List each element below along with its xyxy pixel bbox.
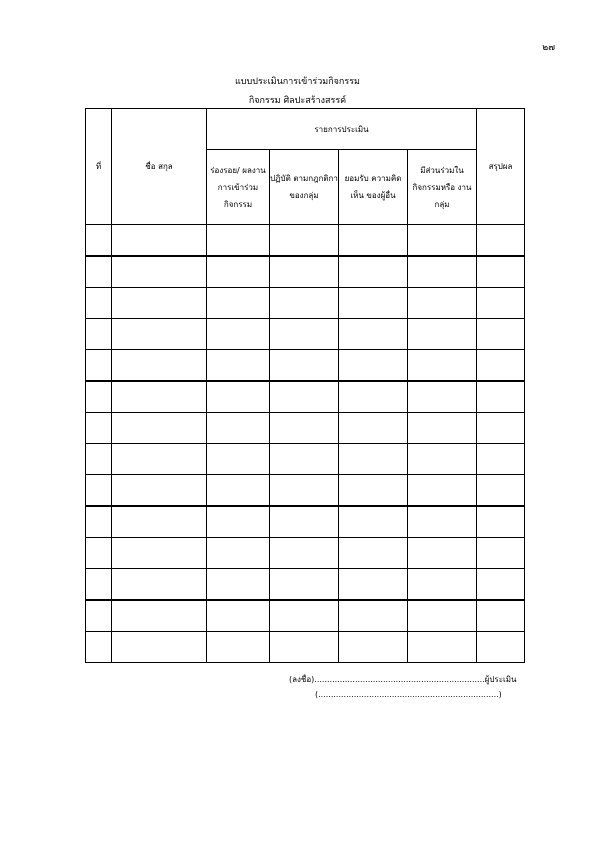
table-cell[interactable] bbox=[86, 256, 112, 288]
table-cell[interactable] bbox=[86, 475, 112, 507]
table-cell[interactable] bbox=[408, 632, 477, 663]
table-cell[interactable] bbox=[477, 444, 525, 475]
table-cell[interactable] bbox=[339, 319, 408, 350]
table-cell[interactable] bbox=[207, 350, 270, 382]
table-cell[interactable] bbox=[112, 538, 207, 569]
table-row bbox=[86, 444, 525, 475]
table-cell[interactable] bbox=[86, 288, 112, 319]
form-title: แบบประเมินการเข้าร่วมกิจกรรม bbox=[235, 77, 360, 87]
table-cell[interactable] bbox=[339, 350, 408, 382]
header-criterion-participation: มีส่วนร่วมใน กิจกรรมหรือ งานกลุ่ม bbox=[408, 150, 477, 225]
table-cell[interactable] bbox=[86, 350, 112, 382]
table-cell[interactable] bbox=[86, 319, 112, 350]
table-cell[interactable] bbox=[207, 475, 270, 507]
table-cell[interactable] bbox=[477, 288, 525, 319]
table-cell[interactable] bbox=[477, 632, 525, 663]
table-cell[interactable] bbox=[207, 632, 270, 663]
header-number: ที่ bbox=[86, 109, 112, 225]
table-cell[interactable] bbox=[339, 538, 408, 569]
table-cell[interactable] bbox=[477, 538, 525, 569]
table-cell[interactable] bbox=[112, 444, 207, 475]
table-cell[interactable] bbox=[477, 475, 525, 507]
table-cell[interactable] bbox=[86, 506, 112, 538]
table-cell[interactable] bbox=[86, 413, 112, 444]
table-cell[interactable] bbox=[339, 381, 408, 413]
table-cell[interactable] bbox=[408, 381, 477, 413]
table-cell[interactable] bbox=[408, 288, 477, 319]
table-row bbox=[86, 632, 525, 663]
table-cell[interactable] bbox=[339, 475, 408, 507]
table-cell[interactable] bbox=[270, 538, 339, 569]
table-cell[interactable] bbox=[270, 256, 339, 288]
table-cell[interactable] bbox=[270, 381, 339, 413]
table-cell[interactable] bbox=[207, 319, 270, 350]
table-row bbox=[86, 506, 525, 538]
table-row bbox=[86, 288, 525, 319]
table-cell[interactable] bbox=[408, 256, 477, 288]
table-cell[interactable] bbox=[207, 506, 270, 538]
table-cell[interactable] bbox=[207, 256, 270, 288]
table-cell[interactable] bbox=[477, 569, 525, 601]
table-cell[interactable] bbox=[339, 506, 408, 538]
table-row bbox=[86, 413, 525, 444]
table-cell[interactable] bbox=[270, 632, 339, 663]
table-cell[interactable] bbox=[207, 538, 270, 569]
table-cell[interactable] bbox=[477, 600, 525, 632]
form-subtitle: กิจกรรม ศิลปะสร้างสรรค์ bbox=[248, 96, 347, 106]
table-cell[interactable] bbox=[207, 413, 270, 444]
table-cell[interactable] bbox=[270, 444, 339, 475]
table-row bbox=[86, 381, 525, 413]
table-cell[interactable] bbox=[86, 600, 112, 632]
table-cell[interactable] bbox=[86, 632, 112, 663]
table-cell[interactable] bbox=[112, 632, 207, 663]
header-criterion-evidence: ร่องรอย/ ผลงาน การเข้าร่วม กิจกรรม bbox=[207, 150, 270, 225]
table-cell[interactable] bbox=[339, 444, 408, 475]
table-cell[interactable] bbox=[112, 600, 207, 632]
table-cell[interactable] bbox=[477, 350, 525, 382]
table-cell[interactable] bbox=[408, 444, 477, 475]
header-summary: สรุปผล bbox=[477, 109, 525, 225]
table-cell[interactable] bbox=[477, 506, 525, 538]
table-row bbox=[86, 569, 525, 601]
table-row bbox=[86, 319, 525, 350]
table-row bbox=[86, 600, 525, 632]
table-cell[interactable] bbox=[86, 569, 112, 601]
table-cell[interactable] bbox=[270, 600, 339, 632]
table-cell[interactable] bbox=[339, 632, 408, 663]
header-name: ชื่อ สกุล bbox=[112, 109, 207, 225]
table-cell[interactable] bbox=[408, 413, 477, 444]
table-row bbox=[86, 225, 525, 257]
table-cell[interactable] bbox=[339, 256, 408, 288]
header-criterion-rules: ปฏิบัติ ตามกฎกติกา ของกลุ่ม bbox=[270, 150, 339, 225]
table-cell[interactable] bbox=[270, 288, 339, 319]
table-cell[interactable] bbox=[408, 569, 477, 601]
table-cell[interactable] bbox=[408, 538, 477, 569]
table-cell[interactable] bbox=[112, 225, 207, 257]
table-cell[interactable] bbox=[86, 381, 112, 413]
table-cell[interactable] bbox=[207, 381, 270, 413]
table-cell[interactable] bbox=[207, 288, 270, 319]
table-cell[interactable] bbox=[408, 319, 477, 350]
table-cell[interactable] bbox=[86, 444, 112, 475]
table-cell[interactable] bbox=[207, 444, 270, 475]
table-row bbox=[86, 256, 525, 288]
table-cell[interactable] bbox=[207, 569, 270, 601]
table-cell[interactable] bbox=[112, 350, 207, 382]
table-cell[interactable] bbox=[207, 225, 270, 257]
table-cell[interactable] bbox=[207, 600, 270, 632]
page-number: ๒๗ bbox=[542, 43, 555, 53]
table-cell[interactable] bbox=[408, 600, 477, 632]
table-cell[interactable] bbox=[339, 569, 408, 601]
header-evaluation-items: รายการประเมิน bbox=[207, 109, 477, 150]
table-cell[interactable] bbox=[112, 381, 207, 413]
table-cell[interactable] bbox=[408, 350, 477, 382]
evaluation-table bbox=[85, 108, 525, 663]
table-cell[interactable] bbox=[270, 413, 339, 444]
table-row bbox=[86, 475, 525, 507]
table-cell[interactable] bbox=[112, 506, 207, 538]
table-cell[interactable] bbox=[112, 319, 207, 350]
header-criterion-respect: ยอมรับ ความคิดเห็น ของผู้อื่น bbox=[339, 150, 408, 225]
table-row bbox=[86, 538, 525, 569]
table-cell[interactable] bbox=[339, 413, 408, 444]
table-cell[interactable] bbox=[477, 256, 525, 288]
table-cell[interactable] bbox=[112, 569, 207, 601]
table-cell[interactable] bbox=[86, 225, 112, 257]
table-cell[interactable] bbox=[270, 569, 339, 601]
table-cell[interactable] bbox=[112, 475, 207, 507]
table-body bbox=[86, 225, 525, 663]
table-cell[interactable] bbox=[339, 288, 408, 319]
table-cell[interactable] bbox=[477, 413, 525, 444]
table-cell[interactable] bbox=[112, 413, 207, 444]
table-cell[interactable] bbox=[477, 381, 525, 413]
table-cell[interactable] bbox=[477, 225, 525, 257]
table-cell[interactable] bbox=[270, 506, 339, 538]
table-cell[interactable] bbox=[112, 256, 207, 288]
table-cell[interactable] bbox=[270, 475, 339, 507]
table-row bbox=[86, 350, 525, 382]
table-cell[interactable] bbox=[112, 288, 207, 319]
table-cell[interactable] bbox=[270, 225, 339, 257]
table-cell[interactable] bbox=[408, 506, 477, 538]
table-cell[interactable] bbox=[270, 319, 339, 350]
table-cell[interactable] bbox=[408, 475, 477, 507]
table-cell[interactable] bbox=[339, 600, 408, 632]
signature-line: (ลงชื่อ)...................................................................ผู้ประเมิน bbox=[289, 675, 517, 684]
table-cell[interactable] bbox=[339, 225, 408, 257]
table-cell[interactable] bbox=[86, 538, 112, 569]
table-cell[interactable] bbox=[477, 319, 525, 350]
table-cell[interactable] bbox=[270, 350, 339, 382]
table-cell[interactable] bbox=[408, 225, 477, 257]
signature-name-line: (.......................................................................) bbox=[315, 690, 502, 699]
